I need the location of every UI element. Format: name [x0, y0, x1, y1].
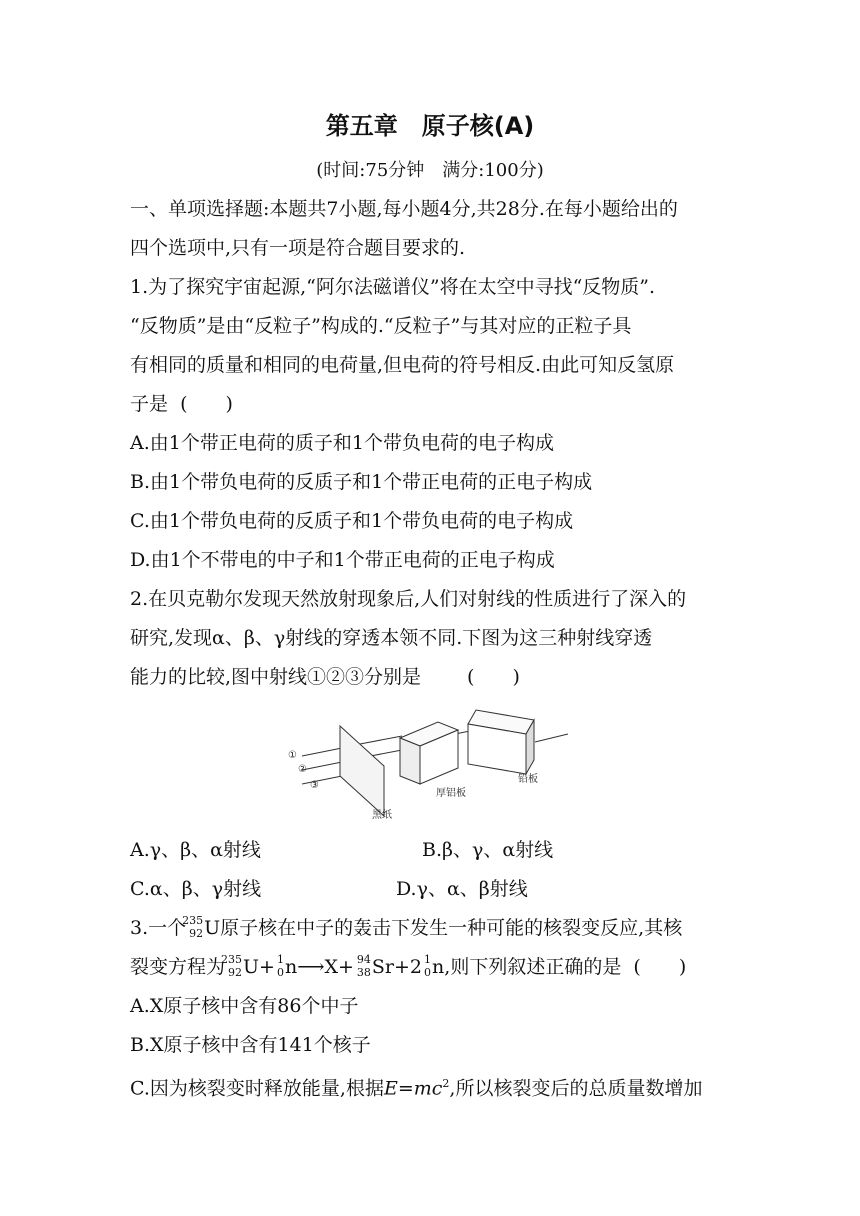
figure-diagram: [280, 704, 580, 826]
ray-1-segment-b: [360, 736, 402, 744]
q1-stem-line-1: 1.为了探究宇宙起源,“阿尔法磁谱仪”将在太空中寻找“反物质”.: [130, 276, 656, 298]
ray-3-segment-a: [302, 776, 342, 784]
formula-exponent: 2: [442, 1077, 450, 1090]
neutron-mass-number: 1: [276, 953, 284, 966]
q3-option-c-text: C.因为核裂变时释放能量,根据: [130, 1077, 384, 1100]
black-paper-label: 黑纸: [372, 810, 392, 821]
strontium-symbol: Sr: [371, 956, 395, 978]
q2-stem-line-2: 研究,发现α、β、γ射线的穿透本领不同.下图为这三种射线穿透: [130, 627, 653, 649]
neutron-charge-number: 0: [424, 966, 432, 979]
uranium-mass-number: 235: [182, 914, 204, 927]
mass-energy-formula: E=mc: [383, 1077, 443, 1100]
ray-2-label: ②: [298, 764, 307, 775]
aluminium-plate-side: [400, 738, 420, 784]
answer-paren-close: ): [512, 666, 520, 688]
uranium-symbol: U: [204, 917, 221, 939]
answer-paren-open: (: [633, 956, 641, 978]
q2-option-d[interactable]: D.γ、α、β射线: [396, 878, 528, 900]
q1-stem-line-4: [130, 392, 740, 416]
answer-paren-open: (: [180, 393, 188, 415]
q1-option-c[interactable]: C.由1个带负电荷的反质子和1个带负电荷的电子构成: [130, 510, 574, 532]
q1-option-b[interactable]: B.由1个带负电荷的反质子和1个带正电荷的正电子构成: [130, 471, 593, 493]
reaction-arrow: ⟶: [297, 956, 325, 978]
page-subtitle: (时间:75分钟 满分:100分): [316, 160, 544, 181]
product-x: X+: [324, 956, 354, 978]
uranium-atomic-number: 92: [228, 966, 243, 979]
answer-paren-open: (: [467, 666, 475, 688]
ray-2-segment-a: [302, 762, 342, 770]
aluminium-plate-label: 厚铝板: [436, 788, 466, 799]
section-heading-line-1: 一、单项选择题:本题共7小题,每小题4分,共28分.在每小题给出的: [130, 198, 678, 220]
neutron-notation: [422, 955, 432, 979]
strontium-mass-number: 94: [356, 953, 371, 966]
q1-stem-line-3: 有相同的质量和相同的电荷量,但电荷的符号相反.由此可知反氢原: [130, 354, 675, 376]
uranium-nuclide-notation: [182, 914, 204, 940]
q3-stem-line-2: [130, 955, 740, 979]
black-paper-sheet: [340, 726, 384, 816]
q2-stem-line-3: [130, 665, 740, 689]
q3-option-c-text-end: ,所以核裂变后的总质量数增加: [449, 1077, 703, 1100]
uranium-nuclide-notation: [221, 953, 243, 979]
uranium-atomic-number: 92: [189, 927, 204, 940]
neutron-symbol: n: [284, 956, 298, 978]
section-heading-line-2: 四个选项中,只有一项是符合题目要求的.: [130, 237, 466, 259]
plus-sign: +: [259, 956, 275, 978]
ray-penetration-figure: [280, 704, 580, 826]
q2-stem-line-1: 2.在贝克勒尔发现天然放射现象后,人们对射线的性质进行了深入的: [130, 588, 687, 610]
neutron-charge-number: 0: [276, 966, 284, 979]
answer-paren-close: ): [678, 956, 687, 978]
strontium-atomic-number: 38: [356, 966, 371, 979]
q1-option-a[interactable]: A.由1个带正电荷的质子和1个带负电荷的电子构成: [130, 432, 554, 454]
q3-stem-text: ,则下列叙述正确的是: [444, 956, 622, 978]
q1-option-d[interactable]: D.由1个不带电的中子和1个带正电荷的正电子构成: [130, 549, 555, 571]
q3-stem-prefix: 3.一个: [130, 917, 187, 939]
neutron-mass-number: 1: [424, 953, 432, 966]
q2-option-b[interactable]: B.β、γ、α射线: [422, 839, 554, 861]
q2-option-c[interactable]: C.α、β、γ射线: [130, 878, 262, 900]
q1-stem-text: 子是: [130, 393, 169, 415]
lead-plate-label: 铅板: [518, 774, 538, 785]
q3-stem-line-1: [130, 916, 740, 940]
q2-option-a[interactable]: A.γ、β、α射线: [130, 839, 261, 861]
q3-option-b[interactable]: B.X原子核中含有141个核子: [130, 1034, 371, 1056]
answer-paren-close: ): [225, 393, 233, 415]
strontium-nuclide-notation: [354, 955, 372, 979]
ray-1-segment-d: [535, 734, 568, 742]
q1-stem-line-2: “反物质”是由“反粒子”构成的.“反粒子”与其对应的正粒子具: [130, 315, 632, 337]
q3-option-a[interactable]: A.X原子核中含有86个中子: [130, 995, 359, 1017]
uranium-mass-number: 235: [221, 953, 243, 966]
ray-1-segment-a: [302, 748, 342, 756]
q3-option-c[interactable]: [130, 1072, 740, 1100]
plus-two: +2: [394, 956, 423, 978]
neutron-symbol: n: [432, 956, 445, 978]
q3-equation-prefix: 裂变方程为: [130, 956, 226, 978]
ray-1-label: ①: [288, 750, 297, 761]
neutron-notation: [275, 955, 285, 979]
q3-stem-text: 原子核在中子的轰击下发生一种可能的核裂变反应,其核: [220, 917, 683, 939]
uranium-symbol: U: [243, 956, 260, 978]
q2-stem-text: 能力的比较,图中射线①②③分别是: [130, 666, 422, 688]
page-title: 第五章 原子核(A): [325, 112, 535, 140]
ray-3-label: ③: [310, 780, 319, 791]
